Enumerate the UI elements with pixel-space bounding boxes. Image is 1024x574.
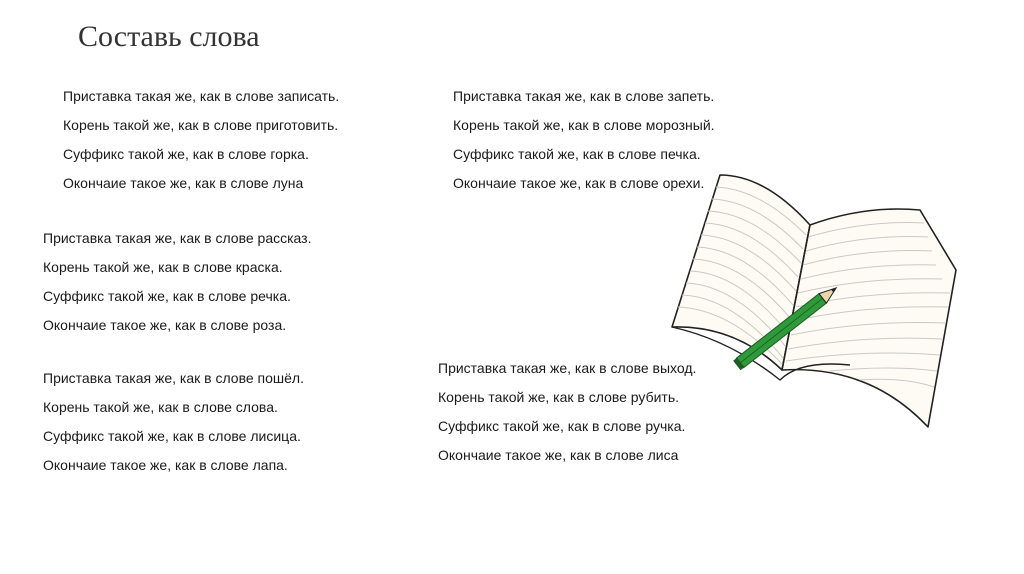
clue-prefix: Приставка такая же, как в слове записать. <box>63 88 340 104</box>
clue-block-4 <box>43 364 304 480</box>
open-notebook-with-pencil-icon <box>660 165 970 435</box>
clue-block-5 <box>438 354 696 470</box>
clue-suffix: Суффикс такой же, как в слове горка. <box>63 146 309 162</box>
clue-root: Корень такой же, как в слове морозный. <box>453 117 715 133</box>
clue-prefix: Приставка такая же, как в слове выход. <box>438 360 697 376</box>
clue-ending: Окончаие такое же, как в слове лиса <box>438 447 679 463</box>
slide-title: Составь слова <box>78 20 260 53</box>
clue-suffix: Суффикс такой же, как в слове лисица. <box>43 428 301 444</box>
clue-ending: Окончаие такое же, как в слове орехи. <box>453 175 705 191</box>
clue-root: Корень такой же, как в слове слова. <box>43 399 278 415</box>
clue-suffix: Суффикс такой же, как в слове печка. <box>453 146 701 162</box>
clue-prefix: Приставка такая же, как в слове рассказ. <box>43 230 312 246</box>
clue-ending: Окончаие такое же, как в слове лапа. <box>43 457 288 473</box>
clue-block-1 <box>63 82 339 198</box>
clue-ending: Окончаие такое же, как в слове луна <box>63 175 304 191</box>
clue-prefix: Приставка такая же, как в слове запеть. <box>453 88 715 104</box>
clue-prefix: Приставка такая же, как в слове пошёл. <box>43 370 304 386</box>
clue-suffix: Суффикс такой же, как в слове ручка. <box>438 418 686 434</box>
clue-root: Корень такой же, как в слове рубить. <box>438 389 680 405</box>
clue-root: Корень такой же, как в слове краска. <box>43 259 283 275</box>
clue-block-3 <box>43 224 312 340</box>
clue-root: Корень такой же, как в слове приготовить. <box>63 117 339 133</box>
clue-ending: Окончаие такое же, как в слове роза. <box>43 317 287 333</box>
clue-suffix: Суффикс такой же, как в слове речка. <box>43 288 291 304</box>
